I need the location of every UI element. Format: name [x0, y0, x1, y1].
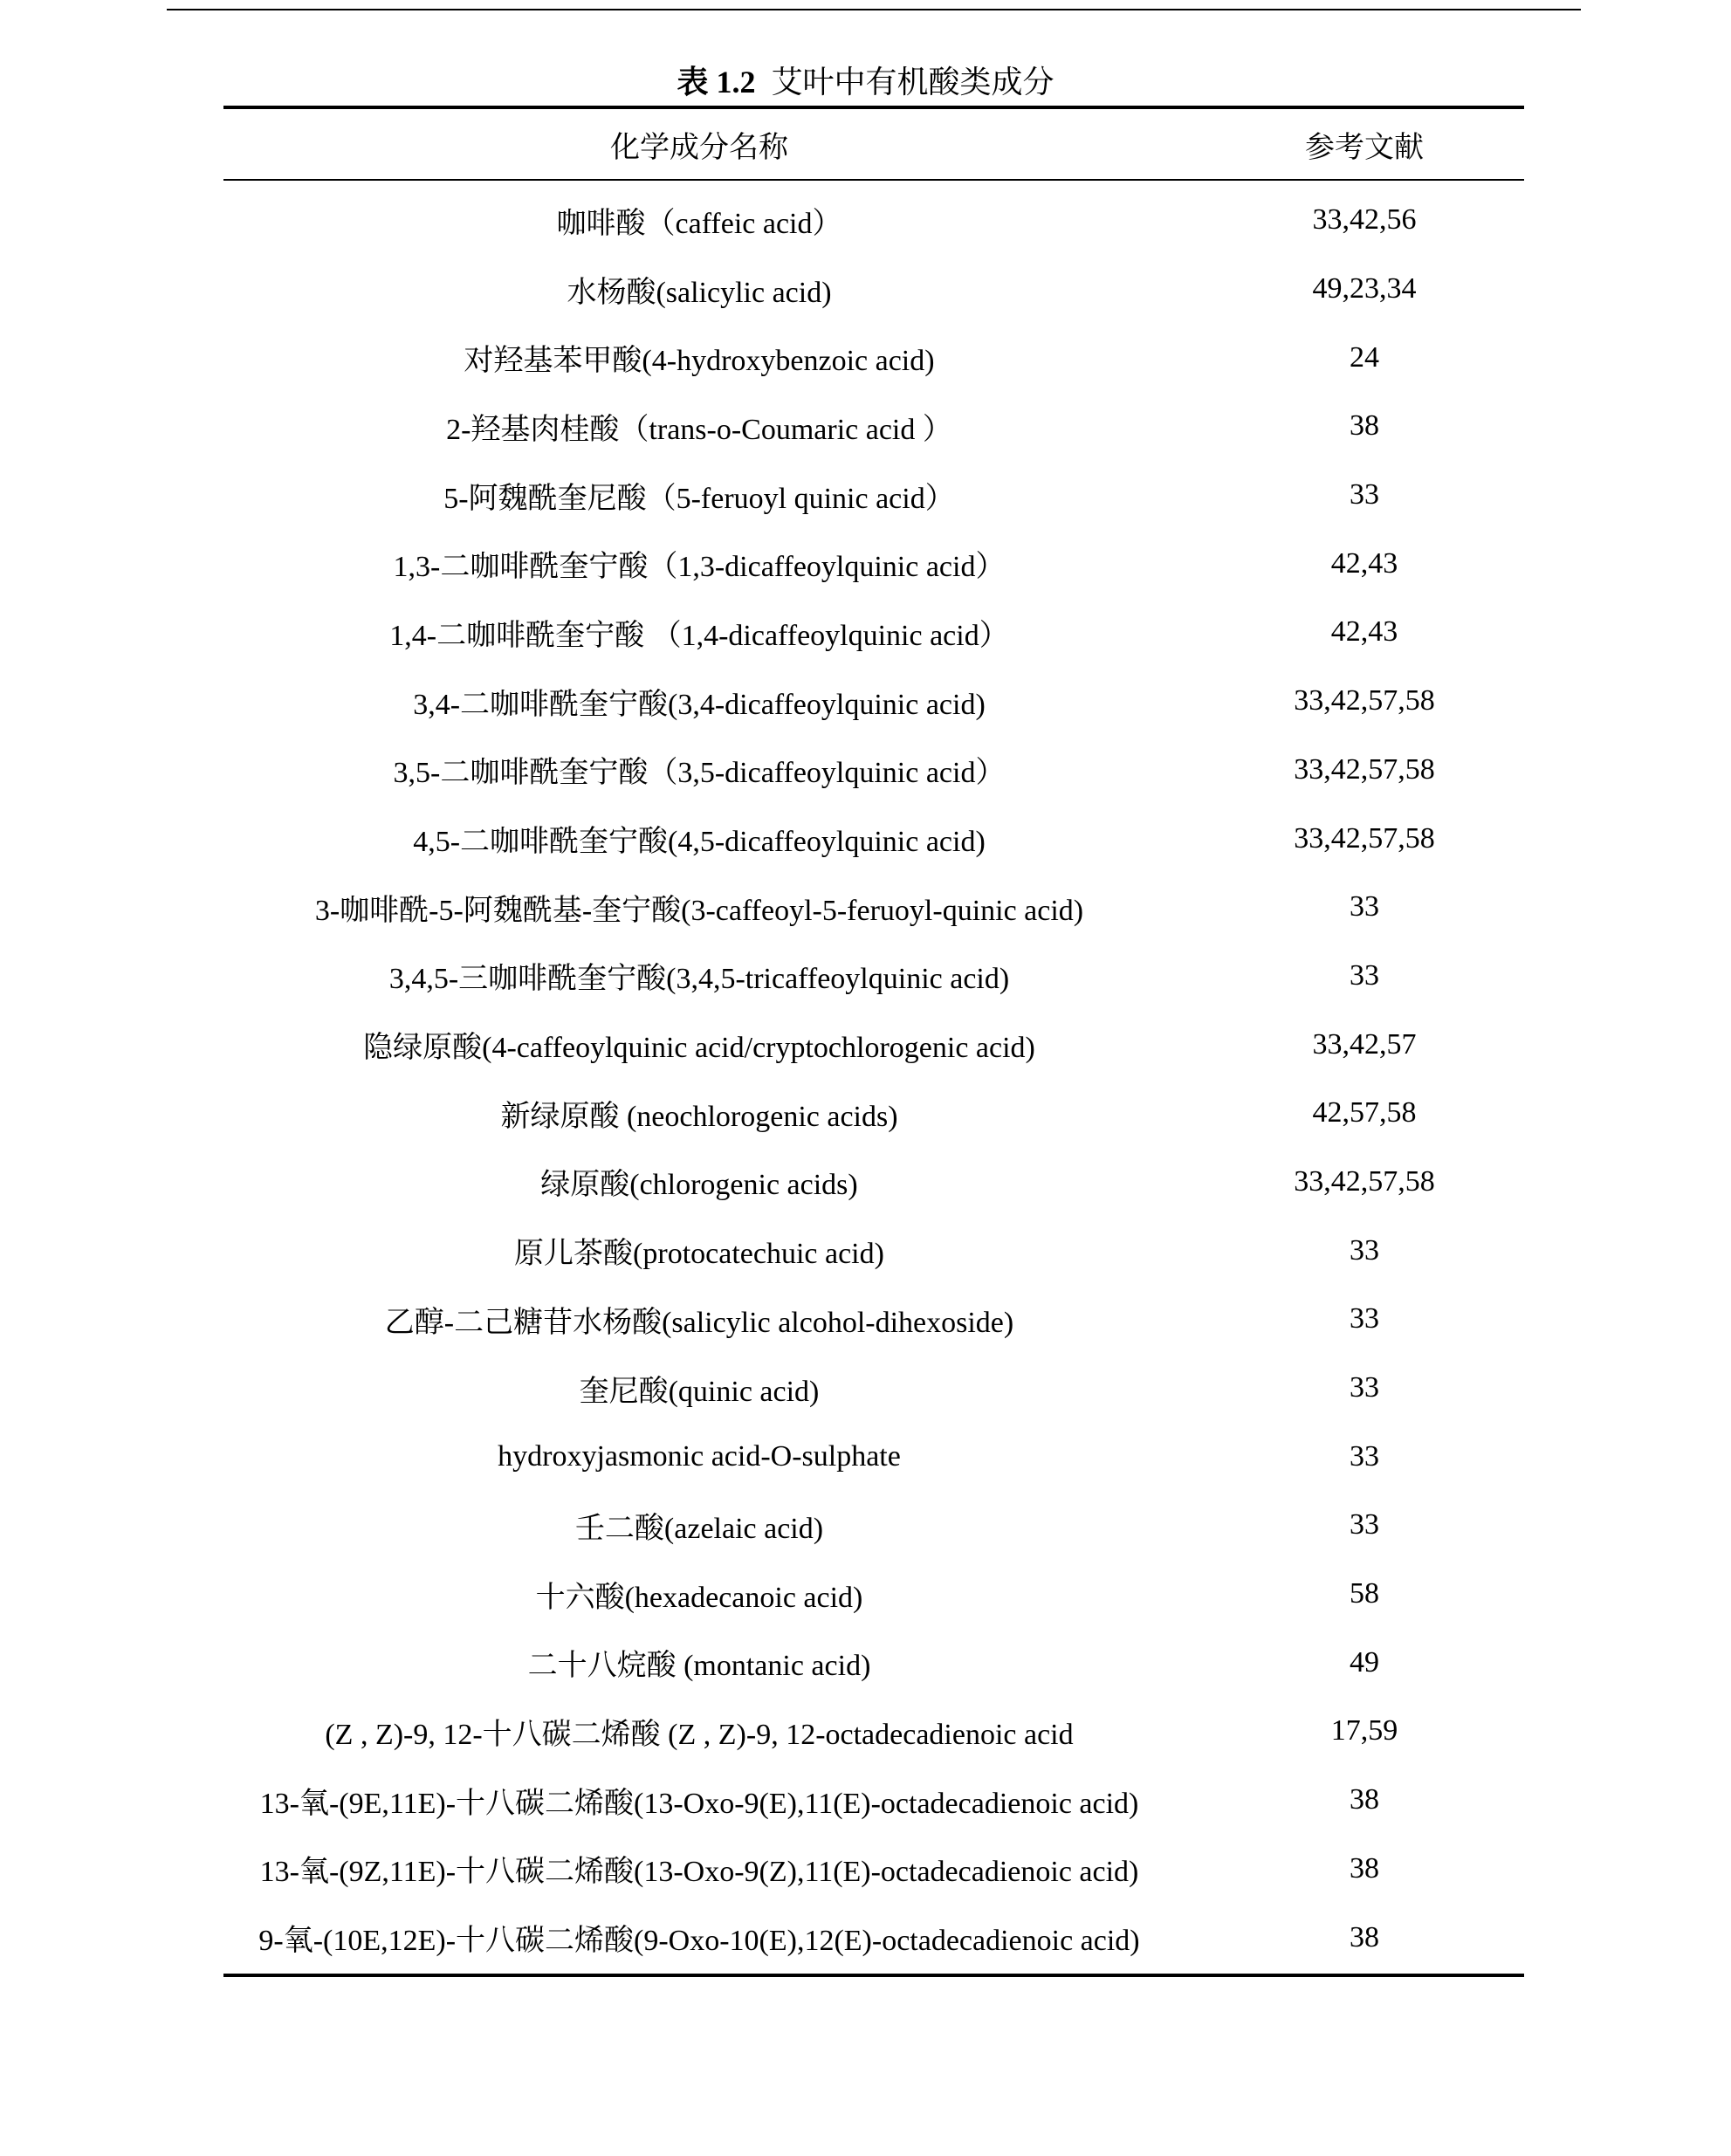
table-row: [223, 1216, 1524, 1285]
reference-cell: 33: [1350, 1233, 1379, 1267]
table-row: [223, 1491, 1524, 1560]
table-row: [223, 598, 1524, 667]
compound-name-cell: 9-氧-(10E,12E)-十八碳二烯酸(9-Oxo-10(E),12(E)-octadecadienoic acid): [258, 1925, 1140, 1958]
compound-name-cell: 壬二酸(azelaic acid): [574, 1512, 824, 1545]
table-row: [223, 1285, 1524, 1354]
reference-cell: 33,42,57: [1312, 1027, 1417, 1061]
table-row: [223, 667, 1524, 736]
reference-cell: 42,43: [1330, 546, 1398, 580]
table-row: [223, 461, 1524, 530]
compound-name-cell: 二十八烷酸 (montanic acid): [527, 1650, 871, 1683]
compound-name-cell: 绿原酸(chlorogenic acids): [540, 1169, 858, 1202]
reference-cell: 33: [1350, 1439, 1379, 1473]
table-row: [223, 186, 1524, 255]
compound-name-cell: 13-氧-(9E,11E)-十八碳二烯酸(13-Oxo-9(E),11(E)-octadecadienoic acid): [259, 1787, 1139, 1820]
compound-name-cell: 3-咖啡酰-5-阿魏酰基-奎宁酸(3-caffeoyl-5-feruoyl-quinic acid): [314, 894, 1084, 927]
compound-name-cell: 3,5-二咖啡酰奎宁酸（3,5-dicaffeoylquinic acid）: [393, 757, 1006, 790]
reference-cell: 38: [1350, 1783, 1379, 1816]
compound-name-cell: 3,4-二咖啡酰奎宁酸(3,4-dicaffeoylquinic acid): [413, 688, 986, 721]
reference-cell: 33: [1350, 1371, 1379, 1404]
reference-cell: 33,42,57,58: [1294, 821, 1435, 855]
table-row: [223, 255, 1524, 324]
reference-cell: 49: [1350, 1645, 1379, 1679]
table-row: [223, 1010, 1524, 1079]
compound-name-cell: 对羟基苯甲酸(4-hydroxybenzoic acid): [464, 345, 935, 378]
column-header-name: 化学成分名称: [610, 131, 788, 164]
table-row: [223, 1697, 1524, 1766]
reference-cell: 58: [1350, 1577, 1379, 1610]
compound-name-cell: 水杨酸(salicylic acid): [567, 276, 832, 309]
table-row: [223, 1560, 1524, 1629]
table-row: [223, 1766, 1524, 1835]
compound-name-cell: 3,4,5-三咖啡酰奎宁酸(3,4,5-tricaffeoylquinic acid): [388, 963, 1010, 996]
compound-name-cell: 1,4-二咖啡酰奎宁酸 （1,4-dicaffeoylquinic acid）: [389, 619, 1009, 652]
reference-cell: 33: [1350, 1302, 1379, 1335]
table-row: [223, 1148, 1524, 1217]
column-header-references: 参考文献: [1305, 131, 1424, 164]
table-row: [223, 1079, 1524, 1148]
table-caption: [0, 56, 1731, 108]
table-row: [223, 1903, 1524, 1972]
reference-cell: 42,43: [1330, 615, 1398, 649]
table-caption-label: 表 1.2: [677, 65, 756, 100]
compound-name-cell: 咖啡酸（caffeic acid）: [556, 207, 842, 240]
table-row: [223, 873, 1524, 942]
reference-cell: 49,23,34: [1312, 272, 1417, 306]
reference-cell: 33,42,56: [1312, 203, 1417, 237]
compound-name-cell: 1,3-二咖啡酰奎宁酸（1,3-dicaffeoylquinic acid）: [393, 551, 1006, 584]
table-row: [223, 323, 1524, 392]
table-header-row: [223, 109, 1524, 181]
organic-acids-table: [223, 106, 1524, 1977]
reference-cell: 33,42,57,58: [1294, 752, 1435, 786]
table-row: [223, 736, 1524, 805]
table-row: [223, 942, 1524, 1011]
reference-cell: 38: [1350, 1920, 1379, 1953]
compound-name-cell: 奎尼酸(quinic acid): [579, 1375, 820, 1408]
reference-cell: 33: [1350, 890, 1379, 924]
table-row: [223, 1354, 1524, 1423]
table-body: [223, 181, 1524, 1974]
reference-cell: 38: [1350, 1851, 1379, 1885]
compound-name-cell: 隐绿原酸(4-caffeoylquinic acid/cryptochlorogenic acid): [363, 1032, 1035, 1065]
compound-name-cell: 5-阿魏酰奎尼酸（5-feruoyl quinic acid）: [443, 482, 955, 515]
reference-cell: 33: [1350, 1508, 1379, 1541]
compound-name-cell: 新绿原酸 (neochlorogenic acids): [500, 1100, 898, 1133]
reference-cell: 33: [1350, 958, 1379, 992]
table-caption-title: 艾叶中有机酸类成分: [771, 65, 1054, 100]
table-row: [223, 392, 1524, 461]
compound-name-cell: (Z , Z)-9, 12-十八碳二烯酸 (Z , Z)-9, 12-octadecadienoic acid: [325, 1718, 1074, 1751]
table-row: [223, 529, 1524, 598]
compound-name-cell: 4,5-二咖啡酰奎宁酸(4,5-dicaffeoylquinic acid): [413, 826, 986, 859]
page-header-rule: [167, 9, 1581, 10]
reference-cell: 33,42,57,58: [1294, 684, 1435, 718]
table-row: [223, 1628, 1524, 1697]
reference-cell: 33,42,57,58: [1294, 1164, 1435, 1198]
compound-name-cell: 十六酸(hexadecanoic acid): [535, 1581, 863, 1614]
compound-name-cell: 2-羟基肉桂酸（trans-o-Coumaric acid ）: [446, 413, 952, 446]
compound-name-cell: 乙醇-二己糖苷水杨酸(salicylic alcohol-dihexoside): [384, 1306, 1014, 1339]
reference-cell: 24: [1350, 340, 1379, 374]
reference-cell: 33: [1350, 478, 1379, 512]
reference-cell: 42,57,58: [1312, 1096, 1417, 1129]
compound-name-cell: 原儿茶酸(protocatechuic acid): [514, 1238, 884, 1271]
compound-name-cell: hydroxyjasmonic acid-O-sulphate: [498, 1439, 901, 1473]
table-row: [223, 1422, 1524, 1491]
reference-cell: 38: [1350, 409, 1379, 443]
table-row: [223, 804, 1524, 873]
reference-cell: 17,59: [1330, 1714, 1398, 1747]
compound-name-cell: 13-氧-(9Z,11E)-十八碳二烯酸(13-Oxo-9(Z),11(E)-octadecadienoic acid): [259, 1856, 1139, 1889]
table-row: [223, 1835, 1524, 1904]
